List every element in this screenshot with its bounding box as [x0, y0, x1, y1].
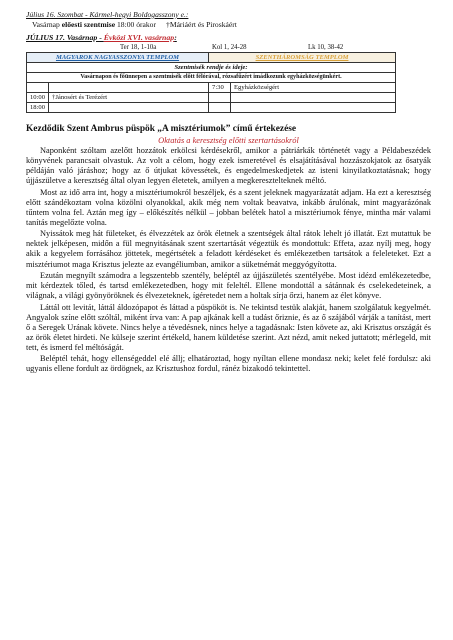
- saturday-mass-line: [32, 20, 431, 30]
- intention-cell: [49, 103, 209, 113]
- table-row: [27, 93, 396, 103]
- reading-kol: Kol 1, 24-28: [212, 44, 247, 51]
- saturday-header: Július 16. Szombat - Kármel-hegyi Boldogasszony e.:: [26, 10, 189, 19]
- table-row: [27, 83, 396, 93]
- rosary-note: Vasárnapon és főünnepen a szentmisék előtt félórával, rózsafűzért imádkozunk egyházközségünkért.: [27, 73, 396, 83]
- article-subtitle: Oktatás a keresztség előtti szertartásokról: [158, 136, 299, 145]
- paragraph: Láttál ott levitát, láttál áldozópapot és láttad a püspököt is. Ne tekintsd testük alakját, hanem szolgálatuk kegyelmét. Angyalok színe előtt szóltál, miként írva van: A pap ajkának kell a tudást őriznie, és az ő szájából várják a tanítást, mert ő a Seregek Urának követe. Nincs helye a tévedésnek, nincs helye a tagadásnak: Isten követe az, aki Krisztus országát és az örök életet hirdeti. Ne külseje szerint értékeld, hanem küldetése szerint. Azt nézd, amit neked juttatott; mérlegeld, mit tett, és ismerd fel méltóságát.: [26, 302, 431, 352]
- intention-cell: [231, 93, 396, 103]
- paragraph: Naponként szóltam azelőtt hozzátok erkölcsi kérdésekről, amikor a pátriárkák történetét vagy a Példabeszédek könyvének parancsait olvastuk. Az volt a célom, hogy ezek ismeretével és elsajátításával hozzászokjatok az ősatyák példáján való járáshoz; hogy az ő útjukat kövessétek, és engedelmeskedjetek az isteni kinyilatkoztatásnak; hogy újjászületve a keresztség által olyan legyen életetek, amilyen a megkeresztelteknek méltó.: [26, 146, 431, 186]
- church-1-name: MAGYAROK NAGYASSZONYA TEMPLOM: [27, 53, 209, 63]
- church-2-name: SZENTHÁROMSÁG TEMPLOM: [209, 53, 396, 63]
- intention-cell: [49, 83, 209, 93]
- time-cell: 7:30: [209, 83, 231, 93]
- sunday-date: JÚLIUS 17. Vasárnap -: [26, 33, 104, 42]
- readings-line: [26, 43, 431, 52]
- bulletin-page: [26, 10, 431, 375]
- order-title: Szentmisék rendje és ideje:: [27, 63, 396, 73]
- paragraph: Beléptél tehát, hogy ellenségeddel elé állj; elhatároztad, hogy nyíltan ellene mondasz neki; kelet felé fordulsz: aki ugyanis ellene fordult az ördögnek, az Krisztushoz fordul, ránéz bizakodó tekintettel.: [26, 354, 431, 374]
- reading-lk: Lk 10, 38-42: [308, 44, 344, 51]
- article-title: Kezdődik Szent Ambrus püspök „A misztériumok” című értekezése: [26, 124, 297, 134]
- time-cell: [209, 93, 231, 103]
- intention-cell: †Jánosért és Terézért: [49, 93, 209, 103]
- article-body: [26, 146, 431, 375]
- mass-prefix: Vasárnap: [32, 20, 62, 29]
- time-cell: [209, 103, 231, 113]
- sunday-colon: :: [174, 33, 177, 42]
- time-cell: [27, 83, 49, 93]
- intention-cell: [231, 103, 396, 113]
- paragraph: Ezután megnyílt számodra a legszentebb szentély, beléptél az újjászületés szentélyébe. Most idézd emlékezetedbe, mit kérdeztek tőled, és tartsd emlékezetedben, hogy mit feleltél. Ellene mondottál a sátánnak és cselekedeteinek, a világnak, a világi gyönyöröknek és élvezeteknek, ígéretedet nem a holtak sírja őrzi, hanem az élet könyve.: [26, 271, 431, 301]
- mass-time: 18:00 órakor: [115, 20, 157, 29]
- mass-type: előesti szentmise: [61, 20, 116, 29]
- time-cell: 18:00: [27, 103, 49, 113]
- paragraph: Nyissátok meg hát fületeket, és élvezzétek az örök életnek a szentségek által rátok lehelt jó illatát. Ezt mutattuk be nektek jelképesen, midőn a fül megnyitásának szent szertartását végeztük és mondottuk: Effeta, azaz nyílj meg, hogy akik a kegyelem forrásához jöttetek, megértsétek a feladott kérdéseket és emlékezetben tartsátok a feleleteket. Ezt a misztériumot maga Krisztus jelezte az evangéliumban, amikor a süketnémát meggyógyította.: [26, 229, 431, 269]
- mass-schedule-table: [26, 52, 396, 113]
- reading-ter: Ter 18, 1-10a: [120, 44, 157, 51]
- sunday-feast: Évközi XVI. vasárnap: [103, 33, 175, 42]
- mass-intention: †Máriáért és Piroskáért: [166, 20, 237, 29]
- paragraph: Most az idő arra int, hogy a misztériumokról beszéljek, és a szent jeleknek magyarázatát adjam. Ha ezt a keresztség előtt szándékoztam volna közölni olyanokkal, akik még nem voltak beavatva, inkább árulónak, mint magyarázónak tűntem volna fel. Aztán meg így – előkészítés nélkül – jobban belétek hatol a misztériumok fénye, mintha már valami tanítás megelőzte volna.: [26, 187, 431, 227]
- table-row: [27, 103, 396, 113]
- time-cell: 10:00: [27, 93, 49, 103]
- intention-cell: Egyházközségért: [231, 83, 396, 93]
- church-header-row: [27, 53, 396, 63]
- sunday-header: [26, 32, 431, 43]
